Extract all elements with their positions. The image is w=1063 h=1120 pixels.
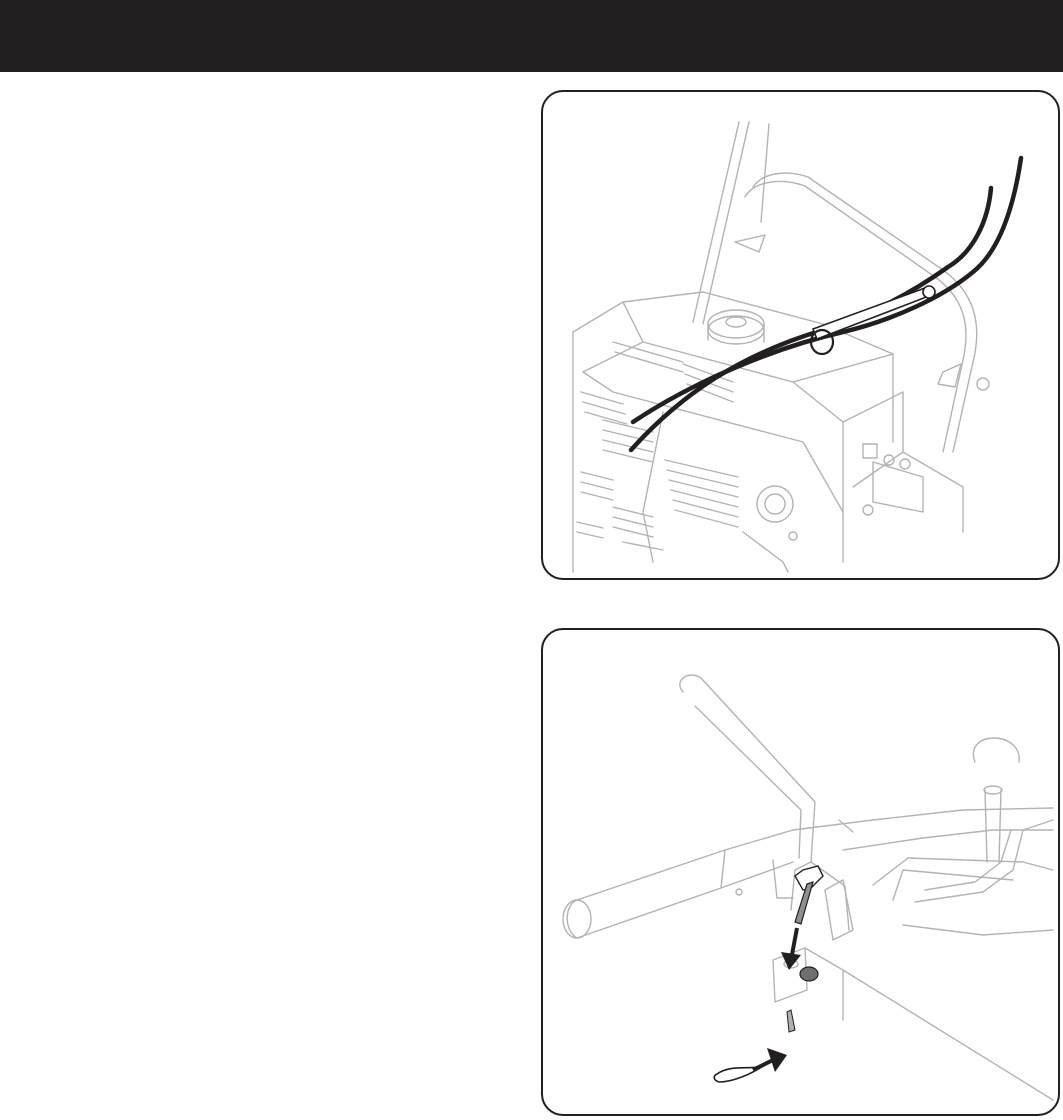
figure-chute-pin [541, 628, 1060, 1116]
rope-guide-illustration [543, 92, 1057, 577]
chute-pin-illustration [543, 630, 1057, 1113]
header-bar [0, 0, 1063, 72]
arrow-right-icon [753, 1048, 787, 1072]
clevis-pin [795, 866, 823, 924]
nut [800, 967, 818, 981]
rope-guide-bracket [811, 286, 935, 354]
figure-rope-guide [541, 90, 1060, 580]
